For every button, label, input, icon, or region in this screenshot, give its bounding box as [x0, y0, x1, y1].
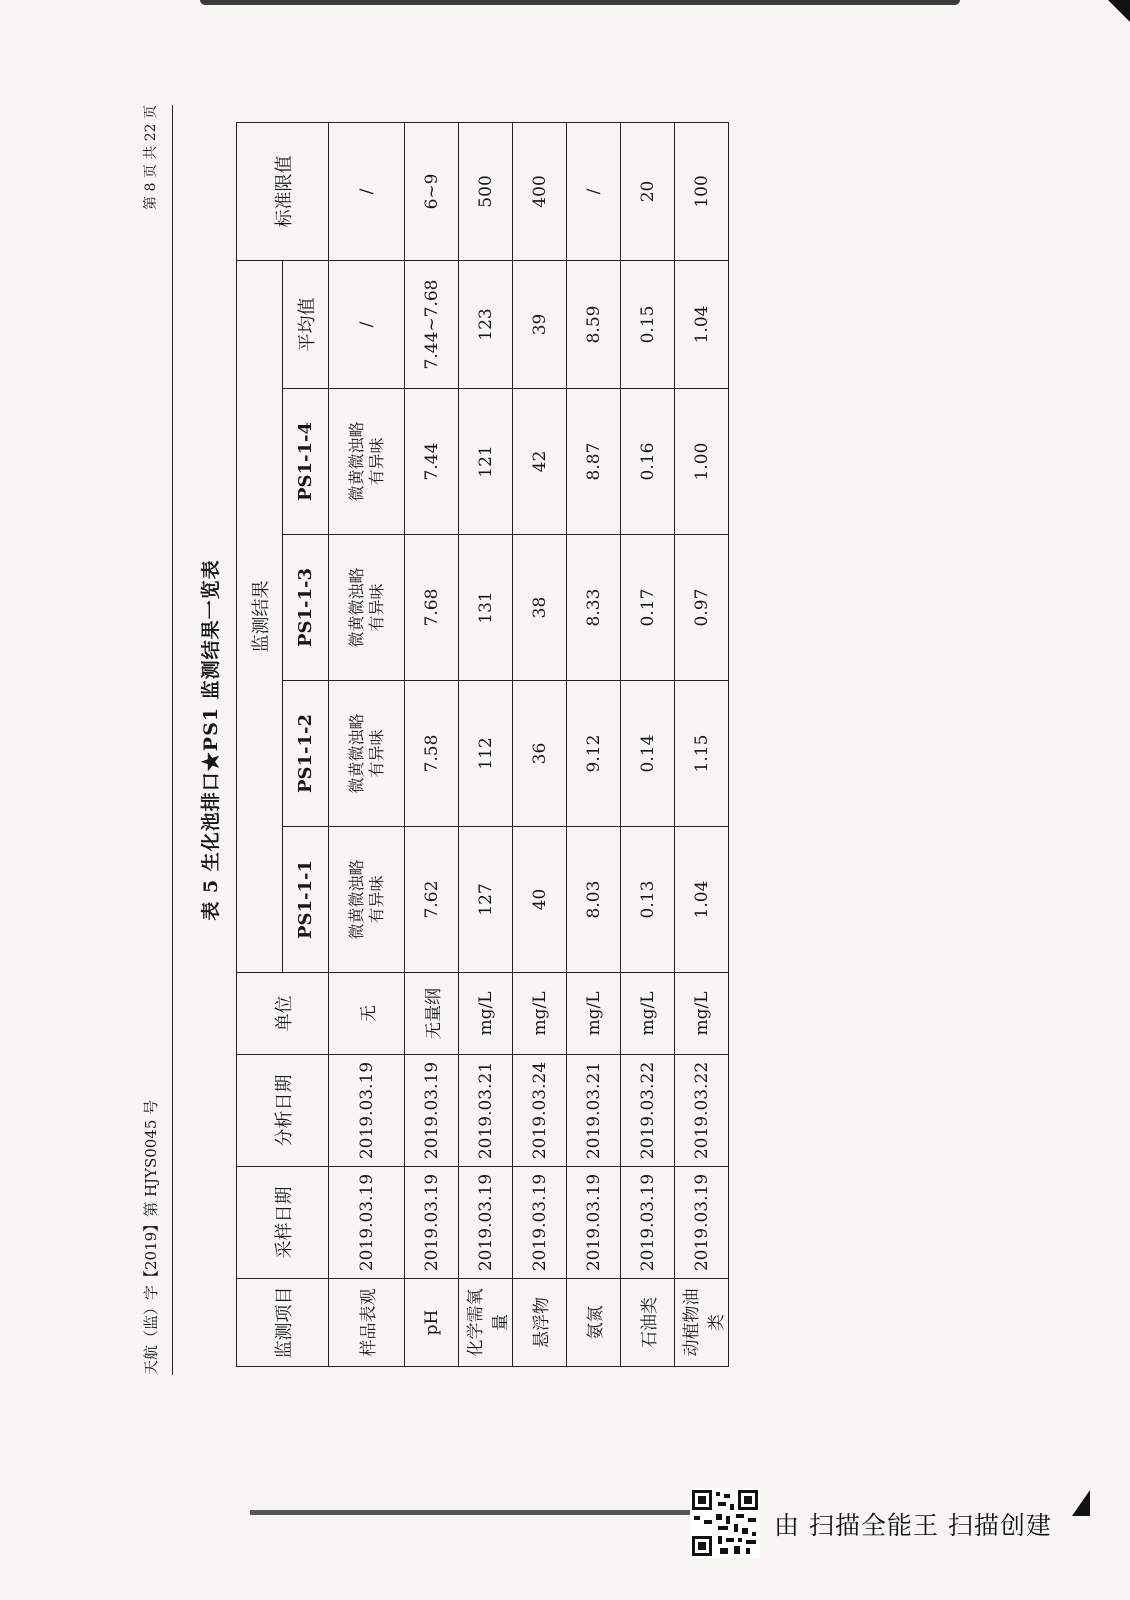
cell-item: pH [405, 1279, 459, 1367]
table-header-row [237, 122, 283, 1366]
cell-sample-4: 8.87 [567, 389, 621, 535]
cell-sample-4: 7.44 [405, 389, 459, 535]
cell-sample-1: 127 [459, 827, 513, 973]
cell-analysis-date: 2019.03.19 [405, 1055, 459, 1167]
qr-code [690, 1488, 760, 1558]
cell-sample-3: 0.97 [675, 535, 729, 681]
cell-unit: mg/L [513, 973, 567, 1055]
cell-sample-2: 微黄微浊略 有异味 [329, 681, 405, 827]
cell-analysis-date: 2019.03.21 [567, 1055, 621, 1167]
cell-sample-2: 36 [513, 681, 567, 827]
cell-sample-2: 1.15 [675, 681, 729, 827]
scan-edge-shadow [250, 1510, 750, 1515]
scan-edge-shadow [200, 0, 960, 5]
header-item: 监测项目 [237, 1279, 329, 1367]
cell-item: 悬浮物 [513, 1279, 567, 1367]
table-row [567, 122, 621, 1366]
cell-item: 动植物油类 [675, 1279, 729, 1367]
header-limit: 标准限值 [237, 122, 329, 260]
cell-unit: mg/L [675, 973, 729, 1055]
header-sample-2: PS1-1-2 [283, 681, 329, 827]
cell-sample-1: 1.04 [675, 827, 729, 973]
cell-sample-date: 2019.03.19 [567, 1167, 621, 1279]
report-number: 天航（监）字【2019】第 HJYS0045 号 [142, 1099, 160, 1375]
cell-unit: mg/L [621, 973, 675, 1055]
cell-item: 化学需氧量 [459, 1279, 513, 1367]
cell-item: 样品表观 [329, 1279, 405, 1367]
cell-limit: 400 [513, 122, 567, 260]
scan-corner-mark [1108, 0, 1130, 22]
cell-limit: / [329, 122, 405, 260]
cell-sample-date: 2019.03.19 [675, 1167, 729, 1279]
table-row [459, 122, 513, 1366]
header-results: 监测结果 [237, 260, 283, 972]
scan-corner-mark [1072, 1490, 1090, 1516]
header-sample-1: PS1-1-1 [283, 827, 329, 973]
cell-unit: 无量纲 [405, 973, 459, 1055]
cell-sample-1: 40 [513, 827, 567, 973]
table-row [329, 122, 405, 1366]
cell-sample-3: 38 [513, 535, 567, 681]
table-row [675, 122, 729, 1366]
cell-item: 石油类 [621, 1279, 675, 1367]
cell-sample-3: 微黄微浊略 有异味 [329, 535, 405, 681]
table-caption: 表 5 生化池排口★PS1 监测结果一览表 [200, 559, 222, 921]
cell-sample-4: 121 [459, 389, 513, 535]
cell-limit: 6~9 [405, 122, 459, 260]
page-info: 第 8 页 共 22 页 [143, 105, 159, 210]
cell-average: 1.04 [675, 260, 729, 388]
cell-average: 39 [513, 260, 567, 388]
cell-average: / [329, 260, 405, 388]
header-sample-4: PS1-1-4 [283, 389, 329, 535]
header-divider [172, 105, 173, 1375]
cell-average: 0.15 [621, 260, 675, 388]
cell-limit: 500 [459, 122, 513, 260]
header-sample-3: PS1-1-3 [283, 535, 329, 681]
cell-sample-3: 131 [459, 535, 513, 681]
cell-sample-2: 9.12 [567, 681, 621, 827]
cell-sample-3: 0.17 [621, 535, 675, 681]
table-row [405, 122, 459, 1366]
cell-analysis-date: 2019.03.19 [329, 1055, 405, 1167]
cell-sample-date: 2019.03.19 [513, 1167, 567, 1279]
cell-limit: 20 [621, 122, 675, 260]
cell-unit: mg/L [459, 973, 513, 1055]
header-unit: 单位 [237, 973, 329, 1055]
cell-sample-date: 2019.03.19 [405, 1167, 459, 1279]
table-row [513, 122, 567, 1366]
header-sample-date: 采样日期 [237, 1167, 329, 1279]
cell-sample-3: 7.68 [405, 535, 459, 681]
cell-sample-2: 7.58 [405, 681, 459, 827]
cell-analysis-date: 2019.03.24 [513, 1055, 567, 1167]
cell-sample-3: 8.33 [567, 535, 621, 681]
cell-sample-4: 1.00 [675, 389, 729, 535]
cell-sample-date: 2019.03.19 [329, 1167, 405, 1279]
cell-sample-1: 8.03 [567, 827, 621, 973]
rotated-report [140, 105, 727, 1375]
cell-sample-1: 0.13 [621, 827, 675, 973]
cell-limit: 100 [675, 122, 729, 260]
cell-average: 123 [459, 260, 513, 388]
cell-sample-4: 42 [513, 389, 567, 535]
cell-average: 8.59 [567, 260, 621, 388]
table-row [621, 122, 675, 1366]
cell-sample-4: 0.16 [621, 389, 675, 535]
cell-sample-2: 0.14 [621, 681, 675, 827]
cell-item: 氨氮 [567, 1279, 621, 1367]
cell-analysis-date: 2019.03.21 [459, 1055, 513, 1167]
cell-analysis-date: 2019.03.22 [675, 1055, 729, 1167]
results-table [236, 122, 729, 1367]
cell-unit: 无 [329, 973, 405, 1055]
cell-sample-date: 2019.03.19 [621, 1167, 675, 1279]
scanner-watermark: 由 扫描全能王 扫描创建 [774, 1511, 1052, 1540]
cell-limit: / [567, 122, 621, 260]
cell-sample-1: 7.62 [405, 827, 459, 973]
cell-sample-date: 2019.03.19 [459, 1167, 513, 1279]
cell-average: 7.44~7.68 [405, 260, 459, 388]
header-average: 平均值 [283, 260, 329, 388]
cell-analysis-date: 2019.03.22 [621, 1055, 675, 1167]
cell-sample-4: 微黄微浊略 有异味 [329, 389, 405, 535]
header-analysis-date: 分析日期 [237, 1055, 329, 1167]
cell-sample-2: 112 [459, 681, 513, 827]
cell-sample-1: 微黄微浊略 有异味 [329, 827, 405, 973]
cell-unit: mg/L [567, 973, 621, 1055]
